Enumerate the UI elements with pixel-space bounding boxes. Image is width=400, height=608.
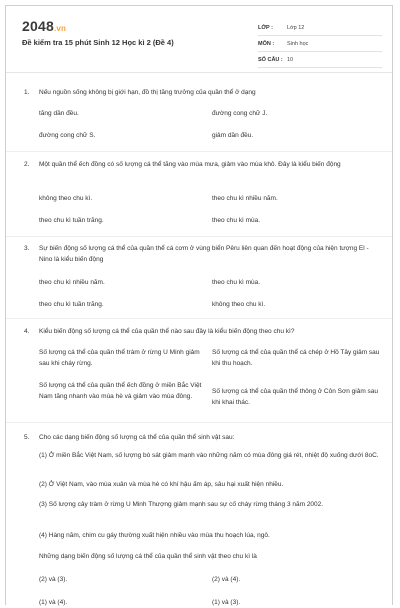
meta-value-count: 10 bbox=[287, 56, 294, 63]
meta-row-grade bbox=[258, 20, 382, 36]
question-divider bbox=[6, 236, 392, 237]
meta-row-subject bbox=[258, 36, 382, 52]
answer-option-b[interactable]: Số lượng cá thể của quần thể cá chép ở Hồ Tây giảm sau khi thu hoạch. bbox=[212, 349, 380, 367]
answer-option-a[interactable]: Số lượng cá thể của quần thể tràm ở rừng U Minh giảm sau khi cháy rừng. bbox=[39, 349, 200, 367]
logo-text: 2048 bbox=[22, 18, 54, 34]
answer-option-c[interactable]: theo chu kì tuần trăng. bbox=[39, 217, 104, 224]
answer-option-c[interactable]: (1) và (4). bbox=[39, 599, 68, 606]
question-prompt: Những dạng biến động số lượng cá thể của quần thể sinh vật theo chu kì là bbox=[39, 553, 257, 560]
question-number: 5. bbox=[24, 434, 30, 441]
answer-option-b[interactable]: theo chu kì nhiều năm. bbox=[212, 195, 278, 202]
meta-value-grade: Lớp 12 bbox=[287, 24, 305, 31]
question-number: 1. bbox=[24, 89, 30, 96]
answer-option-b[interactable]: theo chu kì mùa. bbox=[212, 279, 261, 286]
exam-meta bbox=[258, 20, 382, 68]
meta-label-count: SỐ CÂU : bbox=[258, 56, 283, 63]
question-text: Kiểu biến động số lượng cá thể của quần thể nào sau đây là kiểu biến động theo chu kì? bbox=[39, 328, 295, 335]
answer-option-d[interactable]: theo chu kì mùa. bbox=[212, 217, 261, 224]
question-text: Một quần thể ếch đồng có số lượng cá thể tăng vào mùa mưa, giảm vào mùa khô. Đây là kiểu biến động bbox=[39, 161, 341, 168]
meta-label-grade: LỚP : bbox=[258, 24, 273, 31]
site-logo[interactable] bbox=[22, 18, 66, 34]
question-text: Nếu nguồn sống không bị giới hạn, đồ thị tăng trưởng của quần thể ở dạng bbox=[39, 89, 256, 96]
question-number: 2. bbox=[24, 161, 30, 168]
answer-option-b[interactable]: (2) và (4). bbox=[212, 576, 241, 583]
exam-page bbox=[5, 5, 393, 605]
answer-option-d[interactable]: (1) và (3). bbox=[212, 599, 241, 606]
answer-option-d[interactable]: Số lượng cá thể của quần thể thông ở Côn Sơn giảm sau khi khai thác. bbox=[212, 388, 379, 406]
question-divider bbox=[6, 151, 392, 152]
statement-4: (4) Hàng năm, chim cu gáy thường xuất hiện nhiều vào mùa thu hoạch lúa, ngô. bbox=[39, 532, 270, 539]
exam-header bbox=[6, 6, 392, 72]
logo-suffix: .vn bbox=[53, 24, 67, 33]
answer-option-d[interactable]: không theo chu kì. bbox=[212, 301, 266, 308]
answer-option-a[interactable]: không theo chu kì. bbox=[39, 195, 93, 202]
question-list bbox=[6, 72, 392, 605]
statement-3: (3) Số lượng cây tràm ở rừng U Minh Thượng giảm mạnh sau sự cố cháy rừng tháng 3 năm 2002. bbox=[39, 501, 324, 508]
question-number: 4. bbox=[24, 328, 30, 335]
answer-option-b[interactable]: đường cong chữ J. bbox=[212, 110, 268, 117]
answer-option-a[interactable]: tăng dần đều. bbox=[39, 110, 79, 117]
answer-option-c[interactable]: theo chu kì tuần trăng. bbox=[39, 301, 104, 308]
answer-option-a[interactable]: (2) và (3). bbox=[39, 576, 68, 583]
meta-label-subject: MÔN : bbox=[258, 40, 275, 47]
question-text: Sự biến động số lượng cá thể của quần thể cá cơm ở vùng biển Pêru liên quan đến hoạt động của hiện tượng El - Nino là kiểu biến động bbox=[39, 245, 369, 263]
answer-option-c[interactable]: Số lượng cá thể của quần thể ếch đồng ở miền Bắc Việt Nam tăng nhanh vào mùa hè và giảm vào mùa đông. bbox=[39, 382, 202, 400]
statement-1: (1) Ở miền Bắc Việt Nam, số lượng bò sát giảm mạnh vào những năm có mùa đông giá rét, nhiệt độ xuống dưới 8oC. bbox=[39, 452, 379, 459]
question-number: 3. bbox=[24, 245, 30, 252]
question-divider bbox=[6, 318, 392, 319]
answer-option-a[interactable]: theo chu kì nhiều năm. bbox=[39, 279, 105, 286]
meta-value-subject: Sinh học bbox=[287, 40, 309, 47]
answer-option-d[interactable]: giảm dần đều. bbox=[212, 132, 254, 139]
question-text: Cho các dạng biến động số lượng cá thể của quần thể sinh vật sau: bbox=[39, 434, 235, 441]
question-divider bbox=[6, 422, 392, 423]
answer-option-c[interactable]: đường cong chữ S. bbox=[39, 132, 96, 139]
exam-title: Đề kiểm tra 15 phút Sinh 12 Học kì 2 (Đề 4) bbox=[22, 38, 174, 47]
meta-row-count bbox=[258, 52, 382, 68]
statement-2: (2) Ở Việt Nam, vào mùa xuân và mùa hè có khí hậu ấm áp, sâu hại xuất hiện nhiều. bbox=[39, 481, 284, 488]
